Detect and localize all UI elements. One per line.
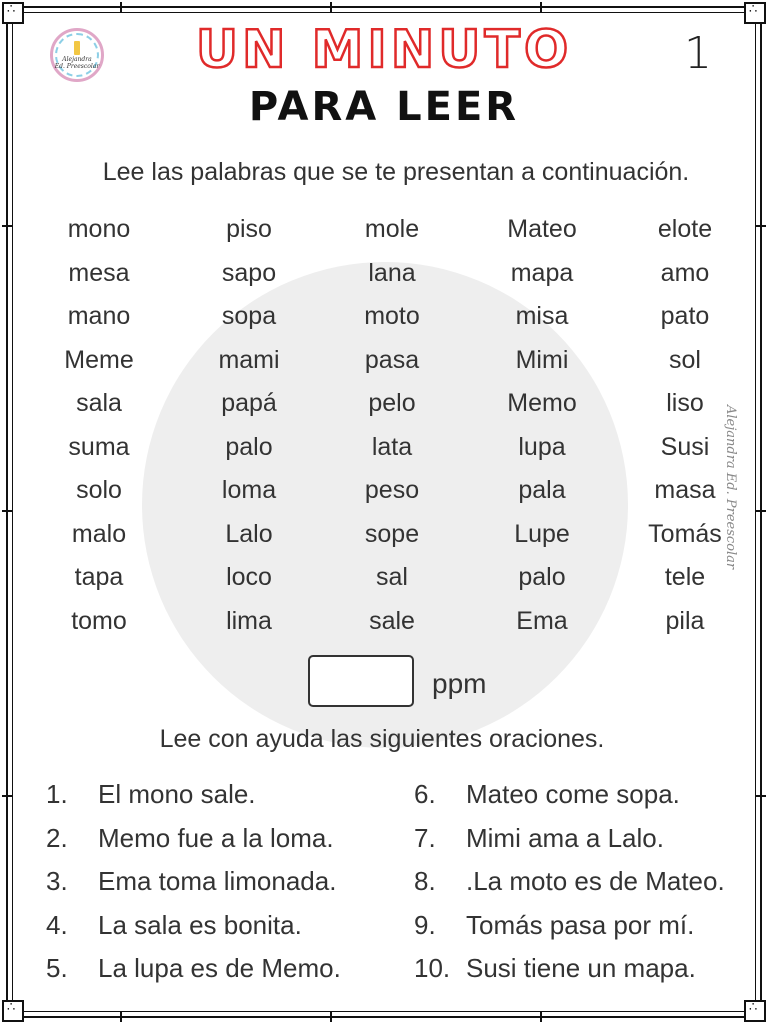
sentence-text: Memo fue a la loma. bbox=[98, 822, 334, 853]
word-cell: sope bbox=[364, 519, 420, 548]
word-cell: mesa bbox=[68, 258, 130, 287]
word-cell: misa bbox=[515, 302, 569, 330]
border-tick bbox=[120, 1012, 122, 1022]
word-cell: mole bbox=[364, 215, 420, 243]
word-cell: sal bbox=[376, 563, 408, 591]
border-tick bbox=[330, 1012, 332, 1022]
corner-ornament bbox=[744, 1000, 766, 1022]
word-cell: palo bbox=[225, 432, 273, 461]
word-cell: malo bbox=[71, 519, 127, 548]
sentence-number: 6. bbox=[414, 779, 436, 809]
word-cell: loco bbox=[226, 563, 272, 591]
word-grid bbox=[25, 208, 745, 643]
sentence-number: 4. bbox=[46, 909, 68, 940]
word-cell: peso bbox=[364, 476, 420, 504]
sentence-text: La sala es bonita. bbox=[98, 909, 302, 940]
word-cell: sapo bbox=[221, 258, 277, 287]
word-cell: mano bbox=[67, 302, 131, 330]
word-cell: Ema bbox=[516, 606, 568, 635]
border-tick bbox=[330, 2, 332, 12]
word-cell: mono bbox=[67, 215, 131, 243]
word-cell: Lupe bbox=[514, 519, 570, 548]
sentence-item bbox=[46, 817, 341, 861]
corner-ornament bbox=[2, 1000, 24, 1022]
border-tick bbox=[2, 510, 12, 512]
word-cell: papá bbox=[221, 389, 277, 417]
word-cell: tele bbox=[664, 563, 706, 591]
border-tick bbox=[120, 2, 122, 12]
word-cell: palo bbox=[518, 563, 566, 591]
word-cell: lana bbox=[368, 258, 416, 287]
word-cell: Meme bbox=[64, 345, 134, 374]
word-cell: lupa bbox=[518, 432, 566, 461]
sentences-right-column bbox=[414, 773, 725, 991]
ppm-label: ppm bbox=[432, 668, 487, 699]
word-cell: Tomás bbox=[648, 519, 722, 548]
sentence-text: Ema toma limonada. bbox=[98, 866, 337, 896]
word-cell: liso bbox=[666, 389, 704, 417]
word-cell: sale bbox=[369, 606, 415, 635]
author-watermark: Alejandra Ed. Preescolar bbox=[723, 405, 738, 570]
word-cell: suma bbox=[68, 432, 130, 461]
sentence-text: El mono sale. bbox=[98, 779, 256, 809]
word-cell: amo bbox=[660, 258, 710, 287]
border-tick bbox=[756, 795, 766, 797]
word-cell: pila bbox=[665, 606, 705, 635]
word-cell: mapa bbox=[510, 258, 574, 287]
sentence-text: Mimi ama a Lalo. bbox=[466, 822, 664, 853]
word-cell: tapa bbox=[74, 563, 124, 591]
sentences-left-column bbox=[46, 773, 341, 991]
border-tick bbox=[756, 225, 766, 227]
sentence-item bbox=[414, 773, 725, 817]
sentence-number: 2. bbox=[46, 822, 68, 853]
word-cell: Susi bbox=[660, 432, 710, 461]
ppm-answer-box[interactable] bbox=[308, 655, 414, 707]
sentence-text: Mateo come sopa. bbox=[466, 779, 680, 809]
logo-text-line: Alejandra bbox=[62, 55, 92, 63]
sentence-number: 7. bbox=[414, 822, 436, 853]
sentence-item bbox=[414, 860, 725, 904]
sentences-instruction: Lee con ayuda las siguientes oraciones. bbox=[159, 725, 605, 753]
sentence-item bbox=[414, 904, 725, 948]
sentence-text: .La moto es de Mateo. bbox=[466, 866, 725, 896]
logo-text-line: Ed. Preescolar bbox=[54, 62, 100, 70]
border-tick bbox=[540, 2, 542, 12]
sentence-text: La lupa es de Memo. bbox=[98, 953, 341, 983]
word-cell: sala bbox=[76, 389, 122, 417]
sentence-number: 3. bbox=[46, 866, 68, 896]
word-cell: moto bbox=[364, 302, 420, 330]
border-tick bbox=[2, 795, 12, 797]
sentence-number: 10. bbox=[414, 953, 451, 983]
word-cell: loma bbox=[221, 476, 277, 504]
border-tick bbox=[756, 510, 766, 512]
word-cell: solo bbox=[76, 476, 122, 504]
word-cell: sopa bbox=[221, 302, 277, 330]
sentence-number: 1. bbox=[46, 779, 68, 809]
sentence-number: 9. bbox=[414, 909, 436, 940]
sentence-text: Susi tiene un mapa. bbox=[466, 953, 696, 983]
word-cell: sol bbox=[669, 345, 701, 374]
sentence-item bbox=[414, 817, 725, 861]
sentence-text: Tomás pasa por mí. bbox=[466, 909, 695, 940]
sentence-number: 8. bbox=[414, 866, 436, 896]
word-cell: lata bbox=[371, 432, 413, 461]
word-cell: masa bbox=[654, 476, 716, 504]
page-number: 1 bbox=[684, 28, 712, 79]
word-cell: Lalo bbox=[225, 519, 273, 548]
title-line-2: PARA LEER bbox=[248, 84, 520, 130]
sentence-item bbox=[46, 947, 341, 991]
word-cell: Memo bbox=[507, 389, 577, 417]
border-tick bbox=[2, 225, 12, 227]
sentence-item bbox=[46, 860, 341, 904]
sentence-item bbox=[46, 773, 341, 817]
word-cell: pala bbox=[518, 476, 566, 504]
word-cell: pato bbox=[660, 302, 710, 330]
word-cell: pelo bbox=[368, 389, 416, 417]
word-cell: Mimi bbox=[515, 345, 569, 374]
border-tick bbox=[540, 1012, 542, 1022]
sentence-item bbox=[46, 904, 341, 948]
word-cell: elote bbox=[657, 215, 713, 243]
word-cell: mami bbox=[218, 345, 280, 374]
word-cell: pasa bbox=[364, 345, 420, 374]
word-cell: tomo bbox=[71, 606, 127, 635]
title-line-1: UN MINUTO bbox=[195, 20, 573, 80]
sentence-number: 5. bbox=[46, 953, 68, 983]
words-instruction: Lee las palabras que se te presentan a continuación. bbox=[102, 158, 690, 186]
word-cell: Mateo bbox=[507, 215, 577, 243]
word-cell: lima bbox=[226, 606, 272, 635]
sentence-item bbox=[414, 947, 725, 991]
word-cell: piso bbox=[226, 215, 272, 243]
